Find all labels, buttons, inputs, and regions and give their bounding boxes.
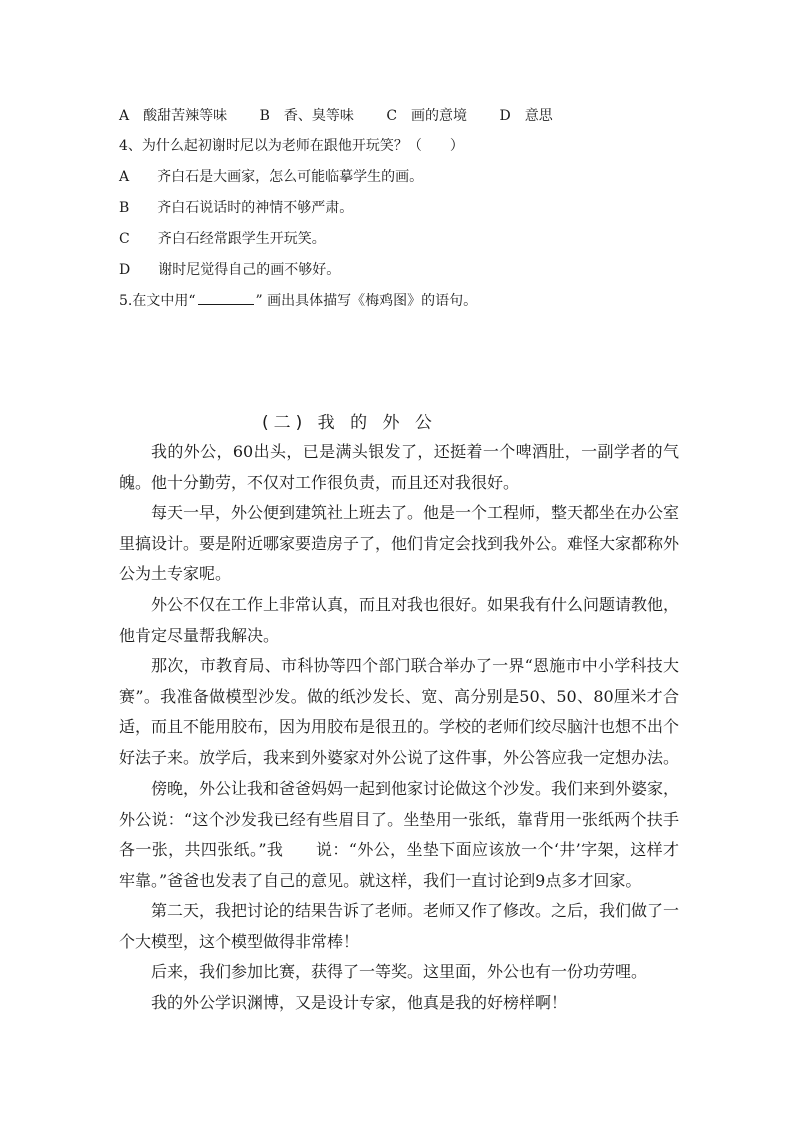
q4-option-a-letter: A xyxy=(119,169,130,185)
q3-option-d-letter: D xyxy=(499,108,511,124)
article-paragraph-8: 我的外公学识渊博，又是设计专家，他真是我的好榜样啊！ xyxy=(151,993,568,1012)
q4-option-c-text: 齐白石经常跟学生开玩笑。 xyxy=(157,231,326,247)
q4-option-d-letter: D xyxy=(119,262,131,278)
q3-options-line xyxy=(119,106,553,126)
q4-option-a-text: 齐白石是大画家，怎么可能临摹学生的画。 xyxy=(157,169,424,185)
q4-option-a xyxy=(119,167,423,187)
q3-option-c-text: 画的意境 xyxy=(411,108,468,124)
article-paragraph-7: 后来，我们参加比赛，获得了一等奖。这里面，外公也有一份功劳哩。 xyxy=(151,962,648,981)
q4-option-b-text: 齐白石说话时的神情不够严肃。 xyxy=(157,200,354,216)
q4-option-c-letter: C xyxy=(119,231,130,247)
article-paragraph-5: 傍晚，外公让我和爸爸妈妈一起到他家讨论做这个沙发。我们来到外婆家，外公说：“这个沙发我已经有些眉目了。坐垫用一张纸，靠背用一张纸两个扶手各一张，共四张纸。”我 说：“外公，坐垫下面应该放一个‘井’字架，这样才牢靠。”爸爸也发表了自己的意见。就这样，我们一直讨论到9点多才回家。 xyxy=(119,779,680,890)
article-title: (二) 我 的 外 公 xyxy=(262,413,437,433)
q5-line xyxy=(119,290,477,311)
q4-option-b-letter: B xyxy=(119,200,130,216)
article-paragraph-1: 我的外公，60出头，已是满头银发了，还挺着一个啤酒肚，一副学者的气魄。他十分勤劳，不仅对工作很负责，而且还对我很好。 xyxy=(119,442,679,492)
article-paragraph-6: 第二天，我把讨论的结果告诉了老师。老师又作了修改。之后，我们做了一个大模型，这个模型做得非常棒！ xyxy=(119,901,680,951)
q4-option-b xyxy=(119,198,353,218)
q4-option-d-text: 谢时尼觉得自己的画不够好。 xyxy=(158,262,341,278)
q3-option-c-letter: C xyxy=(386,108,398,124)
q5-underline-blank xyxy=(198,290,254,305)
q3-option-a-text: 酸甜苦辣等味 xyxy=(143,108,228,124)
q3-option-d-text: 意思 xyxy=(524,108,553,124)
q3-option-b-letter: B xyxy=(259,108,270,124)
q3-option-b-text: 香、臭等味 xyxy=(283,108,354,124)
q5-text-before: 5.在文中用“ xyxy=(119,293,196,309)
q5-text-after: ” 画出具体描写《梅鸡图》的语句。 xyxy=(255,293,478,309)
q3-option-a-letter: A xyxy=(119,108,130,124)
article-paragraph-3: 外公不仅在工作上非常认真，而且对我也很好。如果我有什么问题请教他，他肯定尽量帮我解决。 xyxy=(119,595,680,645)
q4-option-c xyxy=(119,229,326,249)
article-paragraph-4: 那次，市教育局、市科协等四个部门联合举办了一界“恩施市中小学科技大赛”。我准备做模型沙发。做的纸沙发长、宽、高分别是50、50、80厘米才合适，而且不能用胶布，因为用胶布是很丑的。学校的老师们绞尽脑汁也想不出个好法子来。放学后，我来到外婆家对外公说了这件事，外公答应我一定想办法。 xyxy=(119,656,680,767)
article-paragraph-2: 每天一早，外公便到建筑社上班去了。他是一个工程师，整天都坐在办公室里搞设计。要是附近哪家要造房子了，他们肯定会找到我外公。难怪大家都称外公为土专家呢。 xyxy=(119,503,680,583)
q4-stem: 4、为什么起初谢时尼以为老师在跟他开玩笑？（ ） xyxy=(119,138,464,154)
q4-option-d xyxy=(119,260,340,280)
